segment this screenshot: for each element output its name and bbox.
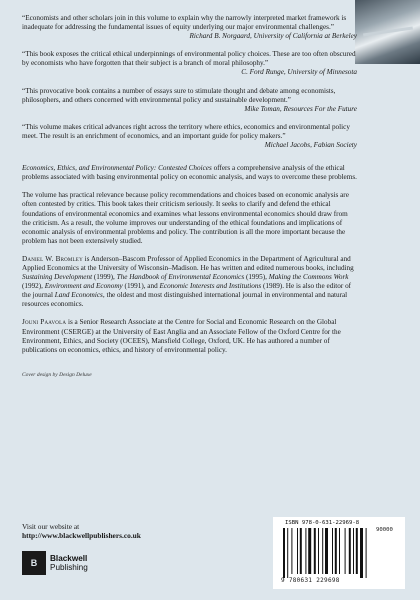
author-name: Jouni Paavola xyxy=(22,318,67,327)
author-bio-paavola xyxy=(22,318,357,354)
bio-text: (1999), xyxy=(92,273,117,282)
quote-1 xyxy=(22,14,357,41)
website-url[interactable]: http://www.blackwellpublishers.co.uk xyxy=(22,531,141,541)
cover-photo-strip xyxy=(355,0,420,64)
isbn-label: ISBN 978-0-631-22969-8 xyxy=(285,520,360,526)
bio-text: (1989). He is also the editor of the journal xyxy=(22,282,352,300)
content-column xyxy=(22,14,357,380)
quote-3 xyxy=(22,87,357,114)
quote-text: “This volume makes critical advances right across the territory where ethics, economics and environmental policy meet. The result is an enrichment of economics, and an important guide for policy makers.” xyxy=(22,122,350,140)
quote-text: “This provocative book contains a number of essays sure to stimulate thought and debate among economists, philosophers, and others concerned with environmental policy and sustainable development.” xyxy=(22,86,336,104)
barcode-icon xyxy=(283,528,371,578)
journal-title: Land Economics xyxy=(54,291,103,300)
bio-text: (1992), xyxy=(22,282,45,291)
cover-design-credit: Cover design by Design Deluxe xyxy=(22,371,92,378)
visit-label: Visit our website at xyxy=(22,522,80,531)
quote-attribution: Richard B. Norgaard, University of California at Berkeley xyxy=(189,32,357,41)
bio-text: is Anderson–Bascom Professor of Applied Economics in the Department of Agricultural and Applied Economics at the University of Wisconsin–Madison. He has written and edited numerous books, including xyxy=(22,254,354,272)
publisher-name-line1: Blackwell xyxy=(50,553,88,563)
publisher-name-line2: Publishing xyxy=(50,563,88,572)
quote-4 xyxy=(22,123,357,150)
quote-attribution: Michael Jacobs, Fabian Society xyxy=(264,141,357,150)
website-notice xyxy=(22,522,141,540)
website-link[interactable] xyxy=(22,531,141,540)
publisher-logo xyxy=(22,551,88,575)
book-title: Economics, Ethics, and Environmental Policy: Contested Choices xyxy=(22,164,212,173)
price-code: 90000 xyxy=(376,527,393,533)
bio-text: (1995), xyxy=(244,273,269,282)
book-title: Making the Commons Work xyxy=(268,273,349,282)
barcode-panel xyxy=(273,517,405,589)
quote-2 xyxy=(22,50,357,77)
author-name: Daniel W. Bromley xyxy=(22,254,83,263)
quote-text: “This book exposes the critical ethical underpinnings of environmental policy choices. These are too often obscured by economists who have forgotten that their subject is a branch of moral philosophy.” xyxy=(22,50,356,68)
book-title: Environment and Economy xyxy=(44,282,123,291)
quote-attribution: C. Ford Runge, University of Minnesota xyxy=(241,68,357,77)
bio-text: is a Senior Research Associate at the Centre for Social and Economic Research on the Global Environment (CSERGE) at the University of East Anglia and an Associate Fellow of the Oxford Centre for the Environment, Ethics, and Society (OCEES), Mansfield College, Oxford, UK. He has authored a number of publications on economics, ethics, and history of environmental policy. xyxy=(22,318,341,354)
bio-text: , the oldest and most distinguished international journal in environmental and natural resources economics. xyxy=(22,291,348,309)
description-paragraph-2: The volume has practical relevance because policy recommendations and choices based on economic analysis are often contested by critics. This book takes their criticism seriously. It seeks to clarify and defend the ethical foundations of environmental economics and examines what lessons environmental economics should draw from the criticism. As a result, the volume improves our understanding of the ethical foundations and implications of economic analysis of environmental problems and policy. The contribution is all the more important because the problem has not been extensively studied. xyxy=(22,191,349,245)
description-paragraph-1 xyxy=(22,164,357,182)
author-bio-bromley xyxy=(22,255,357,310)
bio-text: (1991), and xyxy=(122,282,160,291)
book-title: The Handbook of Environmental Economics xyxy=(116,273,245,282)
publisher-name xyxy=(50,554,88,573)
blackwell-logo-icon: B xyxy=(22,551,46,575)
book-title: Sustaining Development xyxy=(22,273,93,282)
ean-number: 9 780631 229698 xyxy=(281,577,340,584)
book-title: Economic Interests and Institutions xyxy=(159,282,262,291)
description-text: offers a comprehensive analysis of the ethical problems associated with basing environmental policy on economic analysis, and ways to overcome these problems. xyxy=(22,164,357,182)
quote-text: “Economists and other scholars join in this volume to explain why the narrowly interpreted market framework is inadequate for addressing the fundamental issues of equity underlying our major environmental challenges.” xyxy=(22,14,347,32)
quote-attribution: Mike Toman, Resources For the Future xyxy=(244,104,357,113)
